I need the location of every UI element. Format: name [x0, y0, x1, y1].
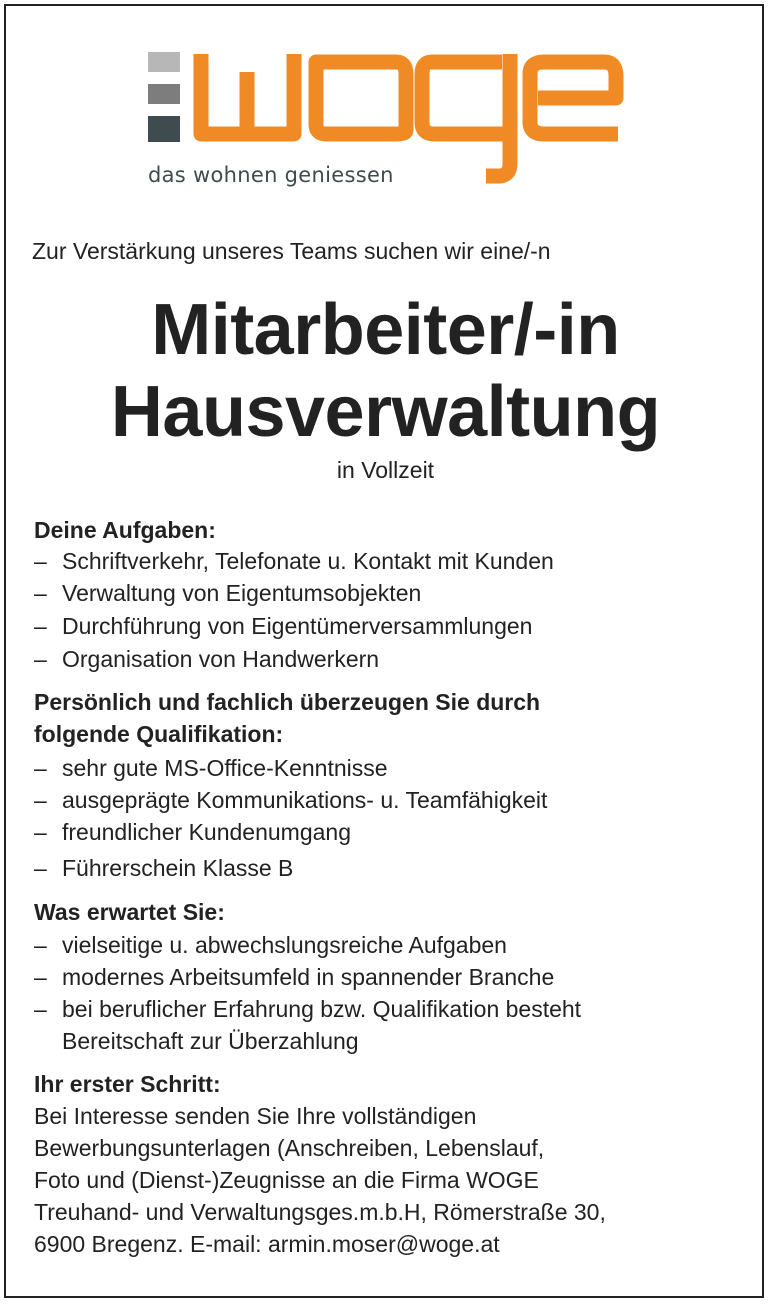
list-item: – modernes Arbeitsumfeld in spannender Branche: [34, 964, 555, 990]
logo-wordmark: [201, 54, 618, 176]
logo-tagline: das wohnen geniessen: [148, 163, 394, 187]
list-item: – vielseitige u. abwechslungsreiche Aufgaben: [34, 932, 507, 958]
employment-type: in Vollzeit: [336, 457, 435, 483]
contact-email-line: 6900 Bregenz. E-mail: armin.moser@woge.at: [34, 1231, 500, 1257]
list-item: – Führerschein Klasse B: [34, 855, 294, 881]
list-item: – freundlicher Kundenumgang: [34, 819, 351, 845]
woge-logo: [146, 42, 626, 192]
logo-brand-text: woge: [616, 190, 619, 191]
logo-block-light: [148, 52, 180, 72]
first-step-line: Treuhand- und Verwaltungsges.m.b.H, Römerstraße 30,: [34, 1199, 606, 1225]
qualifications-heading-line1: Persönlich und fachlich überzeugen Sie durch: [34, 689, 541, 715]
job-title-line1: Mitarbeiter/-in: [151, 290, 620, 370]
list-item: – Durchführung von Eigentümerversammlungen: [34, 613, 533, 639]
first-step-line: Bei Interesse senden Sie Ihre vollständigen: [34, 1103, 477, 1129]
first-step-line: Foto und (Dienst-)Zeugnisse an die Firma WOGE: [34, 1167, 539, 1193]
job-title-line2: Hausverwaltung: [110, 372, 661, 452]
first-step-heading: Ihr erster Schritt:: [34, 1071, 221, 1097]
list-item: – sehr gute MS-Office-Kenntnisse: [34, 755, 388, 781]
logo-block-mid: [148, 84, 180, 104]
qualifications-heading-line2: folgende Qualifikation:: [34, 721, 284, 747]
offer-heading: Was erwartet Sie:: [34, 899, 225, 925]
first-step-line: Bewerbungsunterlagen (Anschreiben, Lebenslauf,: [34, 1135, 545, 1161]
intro-text: Zur Verstärkung unseres Teams suchen wir eine/-n: [32, 238, 551, 264]
tasks-heading: Deine Aufgaben:: [34, 517, 216, 543]
list-item: – Schriftverkehr, Telefonate u. Kontakt mit Kunden: [34, 548, 554, 574]
list-item: – ausgeprägte Kommunikations- u. Teamfähigkeit: [34, 787, 548, 813]
list-item: – bei beruflicher Erfahrung bzw. Qualifikation besteht Bereitschaft zur Überzahlung: [34, 996, 582, 1054]
list-item: – Organisation von Handwerkern: [34, 646, 380, 672]
logo-block-dark: [148, 116, 180, 142]
list-item: – Verwaltung von Eigentumsobjekten: [34, 580, 422, 606]
